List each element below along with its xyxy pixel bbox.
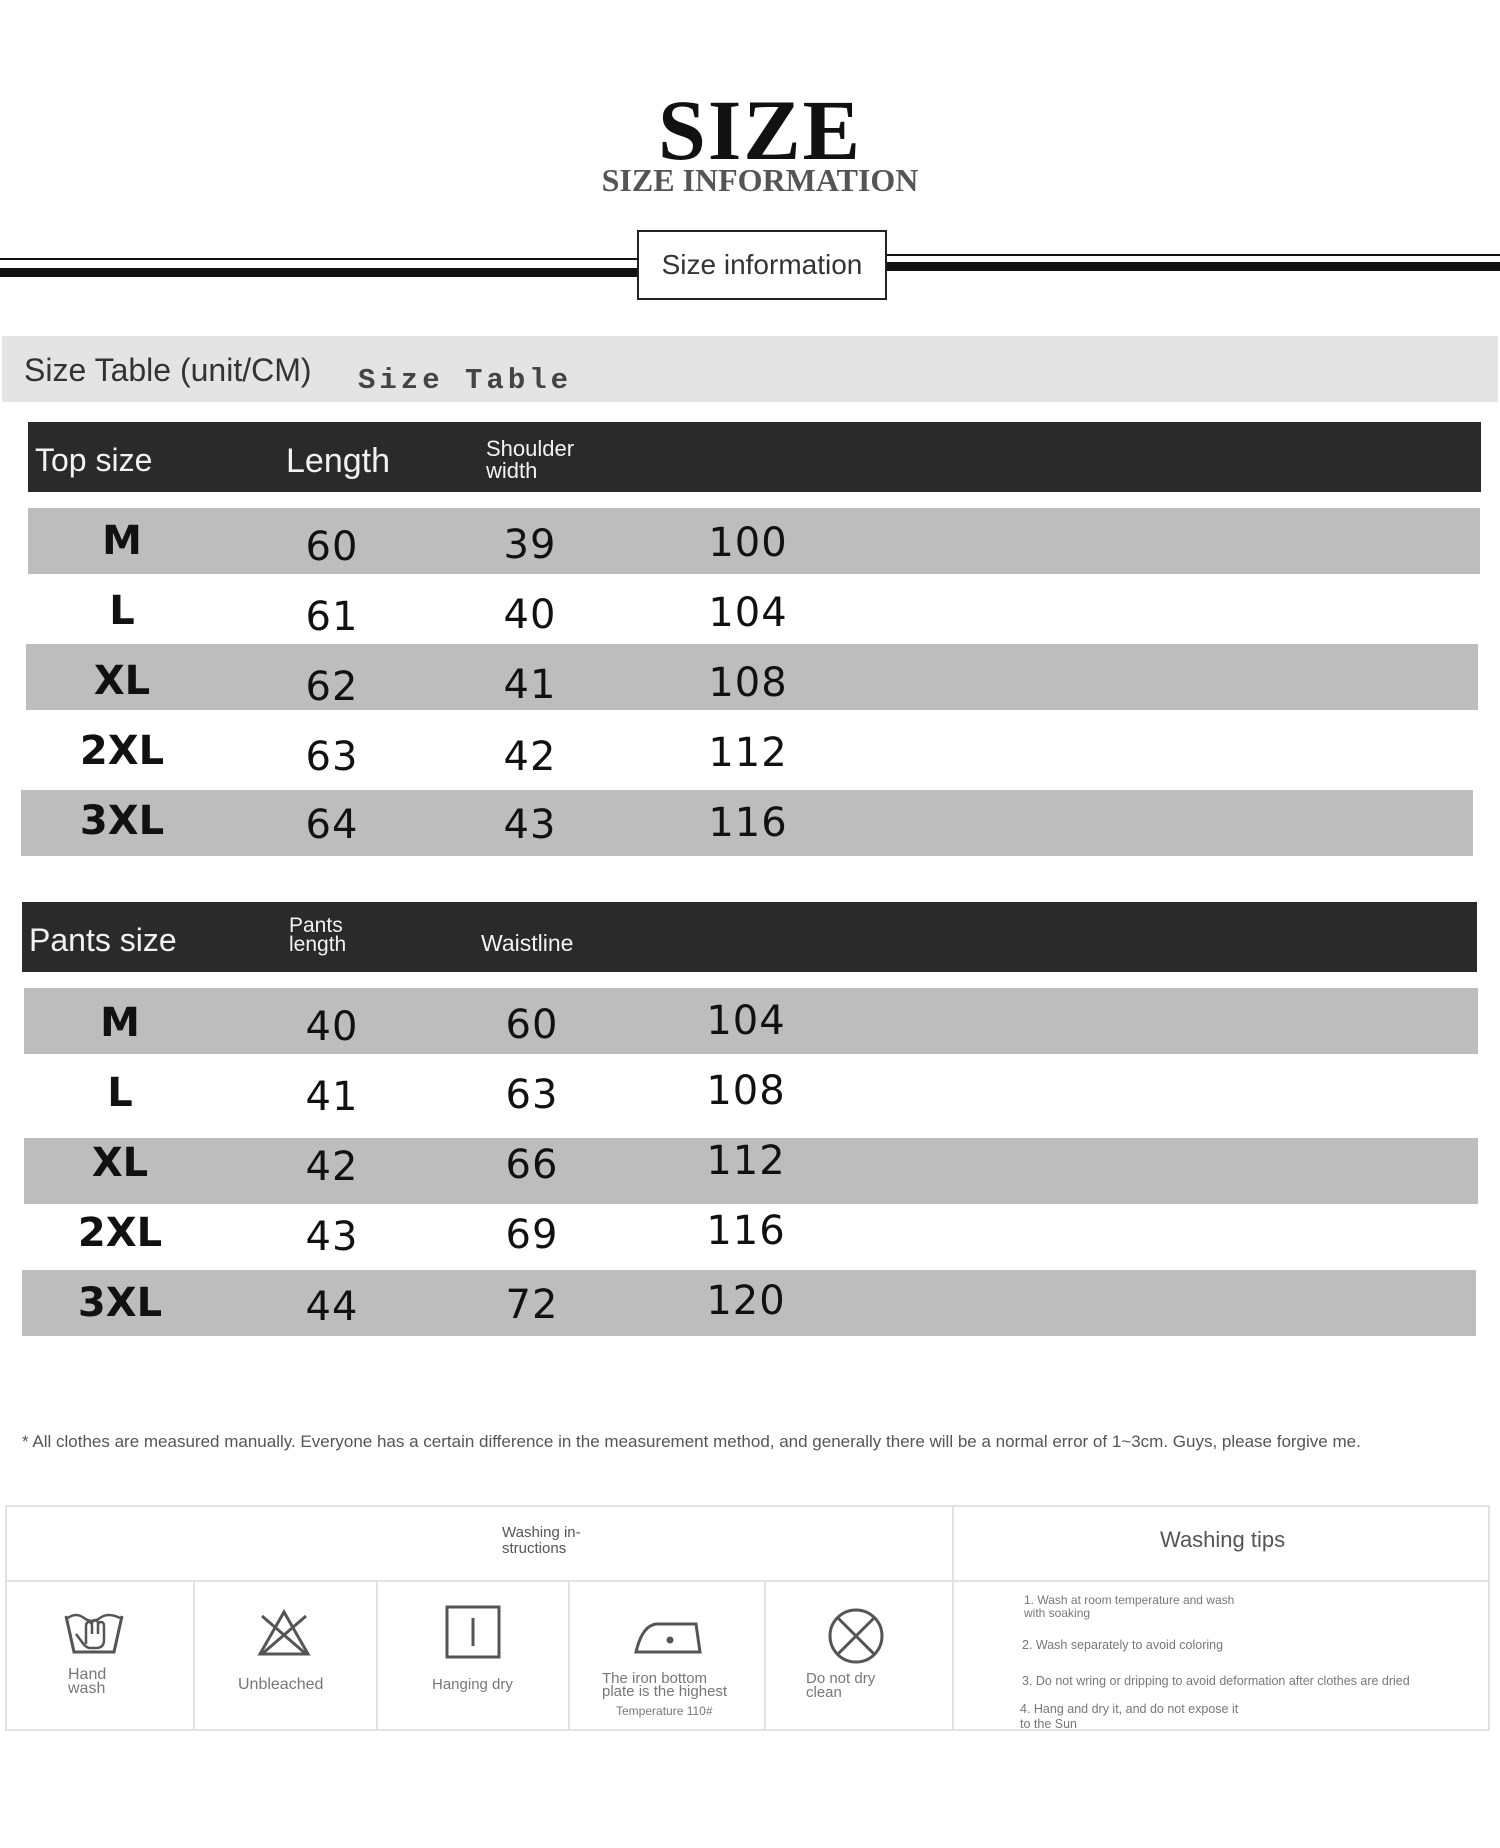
washing-instructions-title: Washing in-structions (502, 1524, 581, 1557)
care-caption: Unbleached (238, 1676, 324, 1693)
value-cell: 112 (708, 730, 788, 776)
shoulder-cell: 40 (503, 592, 557, 638)
value-cell: 108 (708, 660, 788, 706)
size-cell: 3XL (77, 1280, 163, 1326)
shoulder-cell: 39 (503, 522, 557, 568)
value-cell: 116 (708, 800, 788, 846)
length-cell: 43 (305, 1214, 359, 1260)
care-table-divider (193, 1580, 195, 1731)
shoulder-cell: 41 (503, 662, 557, 708)
header-waistline: Waistline (481, 930, 574, 956)
hang-dry-icon (444, 1604, 502, 1660)
length-cell: 42 (305, 1144, 359, 1190)
length-cell: 61 (305, 594, 359, 640)
care-caption: Do not dry clean (806, 1670, 876, 1701)
top-table-header (28, 422, 1481, 492)
size-table-label: Size Table (unit/CM) (24, 352, 312, 388)
washing-tip: 2. Wash separately to avoid coloring (1022, 1638, 1224, 1652)
waist-cell: 63 (505, 1072, 559, 1118)
measurement-note: * All clothes are measured manually. Everyone has a certain difference in the measurement method, and generally there will be a normal error of 1~3cm. Guys, please forgive me. (22, 1432, 1361, 1451)
value-cell: 120 (706, 1278, 786, 1324)
size-cell: 2XL (79, 728, 165, 774)
divider-right-thick (885, 262, 1500, 271)
page-subtitle: SIZE INFORMATION (601, 162, 919, 198)
size-cell: M (102, 518, 142, 564)
care-table-divider (764, 1580, 766, 1731)
header-shoulder-width: Shoulder width (486, 436, 575, 483)
no-dry-clean-icon (826, 1606, 886, 1666)
washing-tip: 4. Hang and dry it, and do not expose it to the Sun (1020, 1702, 1239, 1731)
length-cell: 41 (305, 1074, 359, 1120)
value-cell: 104 (708, 590, 788, 636)
size-cell: L (109, 588, 135, 634)
shoulder-cell: 43 (503, 802, 557, 848)
no-bleach-icon (256, 1608, 312, 1658)
size-cell: 3XL (79, 798, 165, 844)
value-cell: 112 (706, 1138, 786, 1184)
care-table-divider (568, 1580, 570, 1731)
header-length: Length (286, 442, 390, 480)
pants-table-header (22, 902, 1477, 972)
care-caption: Hanging dry (432, 1676, 513, 1693)
length-cell: 40 (305, 1004, 359, 1050)
waist-cell: 72 (505, 1282, 559, 1328)
divider-left-thick (0, 268, 640, 277)
header-pants-size: Pants size (29, 922, 177, 958)
length-cell: 44 (305, 1284, 359, 1330)
care-caption: Hand wash (68, 1666, 107, 1697)
care-caption: The iron bottom plate is the highest (602, 1670, 728, 1700)
size-table-label-alt: Size Table (358, 364, 573, 397)
value-cell: 104 (706, 998, 786, 1044)
value-cell: 100 (708, 520, 788, 566)
care-table-divider (952, 1505, 954, 1731)
hand-wash-icon (62, 1602, 126, 1658)
size-information-label: Size information (637, 230, 887, 300)
header-top-size: Top size (35, 442, 153, 478)
divider-left-thin (0, 258, 640, 260)
iron-icon (632, 1614, 704, 1656)
length-cell: 60 (305, 524, 359, 570)
waist-cell: 66 (505, 1142, 559, 1188)
care-table-divider (5, 1580, 1490, 1582)
size-cell: L (107, 1070, 133, 1116)
length-cell: 63 (305, 734, 359, 780)
waist-cell: 69 (505, 1212, 559, 1258)
shoulder-cell: 42 (503, 734, 557, 780)
size-cell: XL (91, 1140, 149, 1186)
size-cell: M (100, 1000, 140, 1046)
care-caption-sub: Temperature 110# (616, 1704, 713, 1718)
length-cell: 64 (305, 802, 359, 848)
size-cell: XL (93, 658, 151, 704)
divider-right-thin (885, 254, 1500, 256)
length-cell: 62 (305, 664, 359, 710)
care-table-divider (376, 1580, 378, 1731)
size-cell: 2XL (77, 1210, 163, 1256)
washing-tips-title: Washing tips (1160, 1527, 1286, 1552)
page-title: SIZE (657, 82, 863, 178)
value-cell: 116 (706, 1208, 786, 1254)
value-cell: 108 (706, 1068, 786, 1114)
header-pants-length: Pants length (289, 914, 347, 956)
washing-tip: 3. Do not wring or dripping to avoid deformation after clothes are dried (1022, 1674, 1410, 1688)
waist-cell: 60 (505, 1002, 559, 1048)
washing-tip: 1. Wash at room temperature and wash with soaking (1024, 1593, 1235, 1620)
